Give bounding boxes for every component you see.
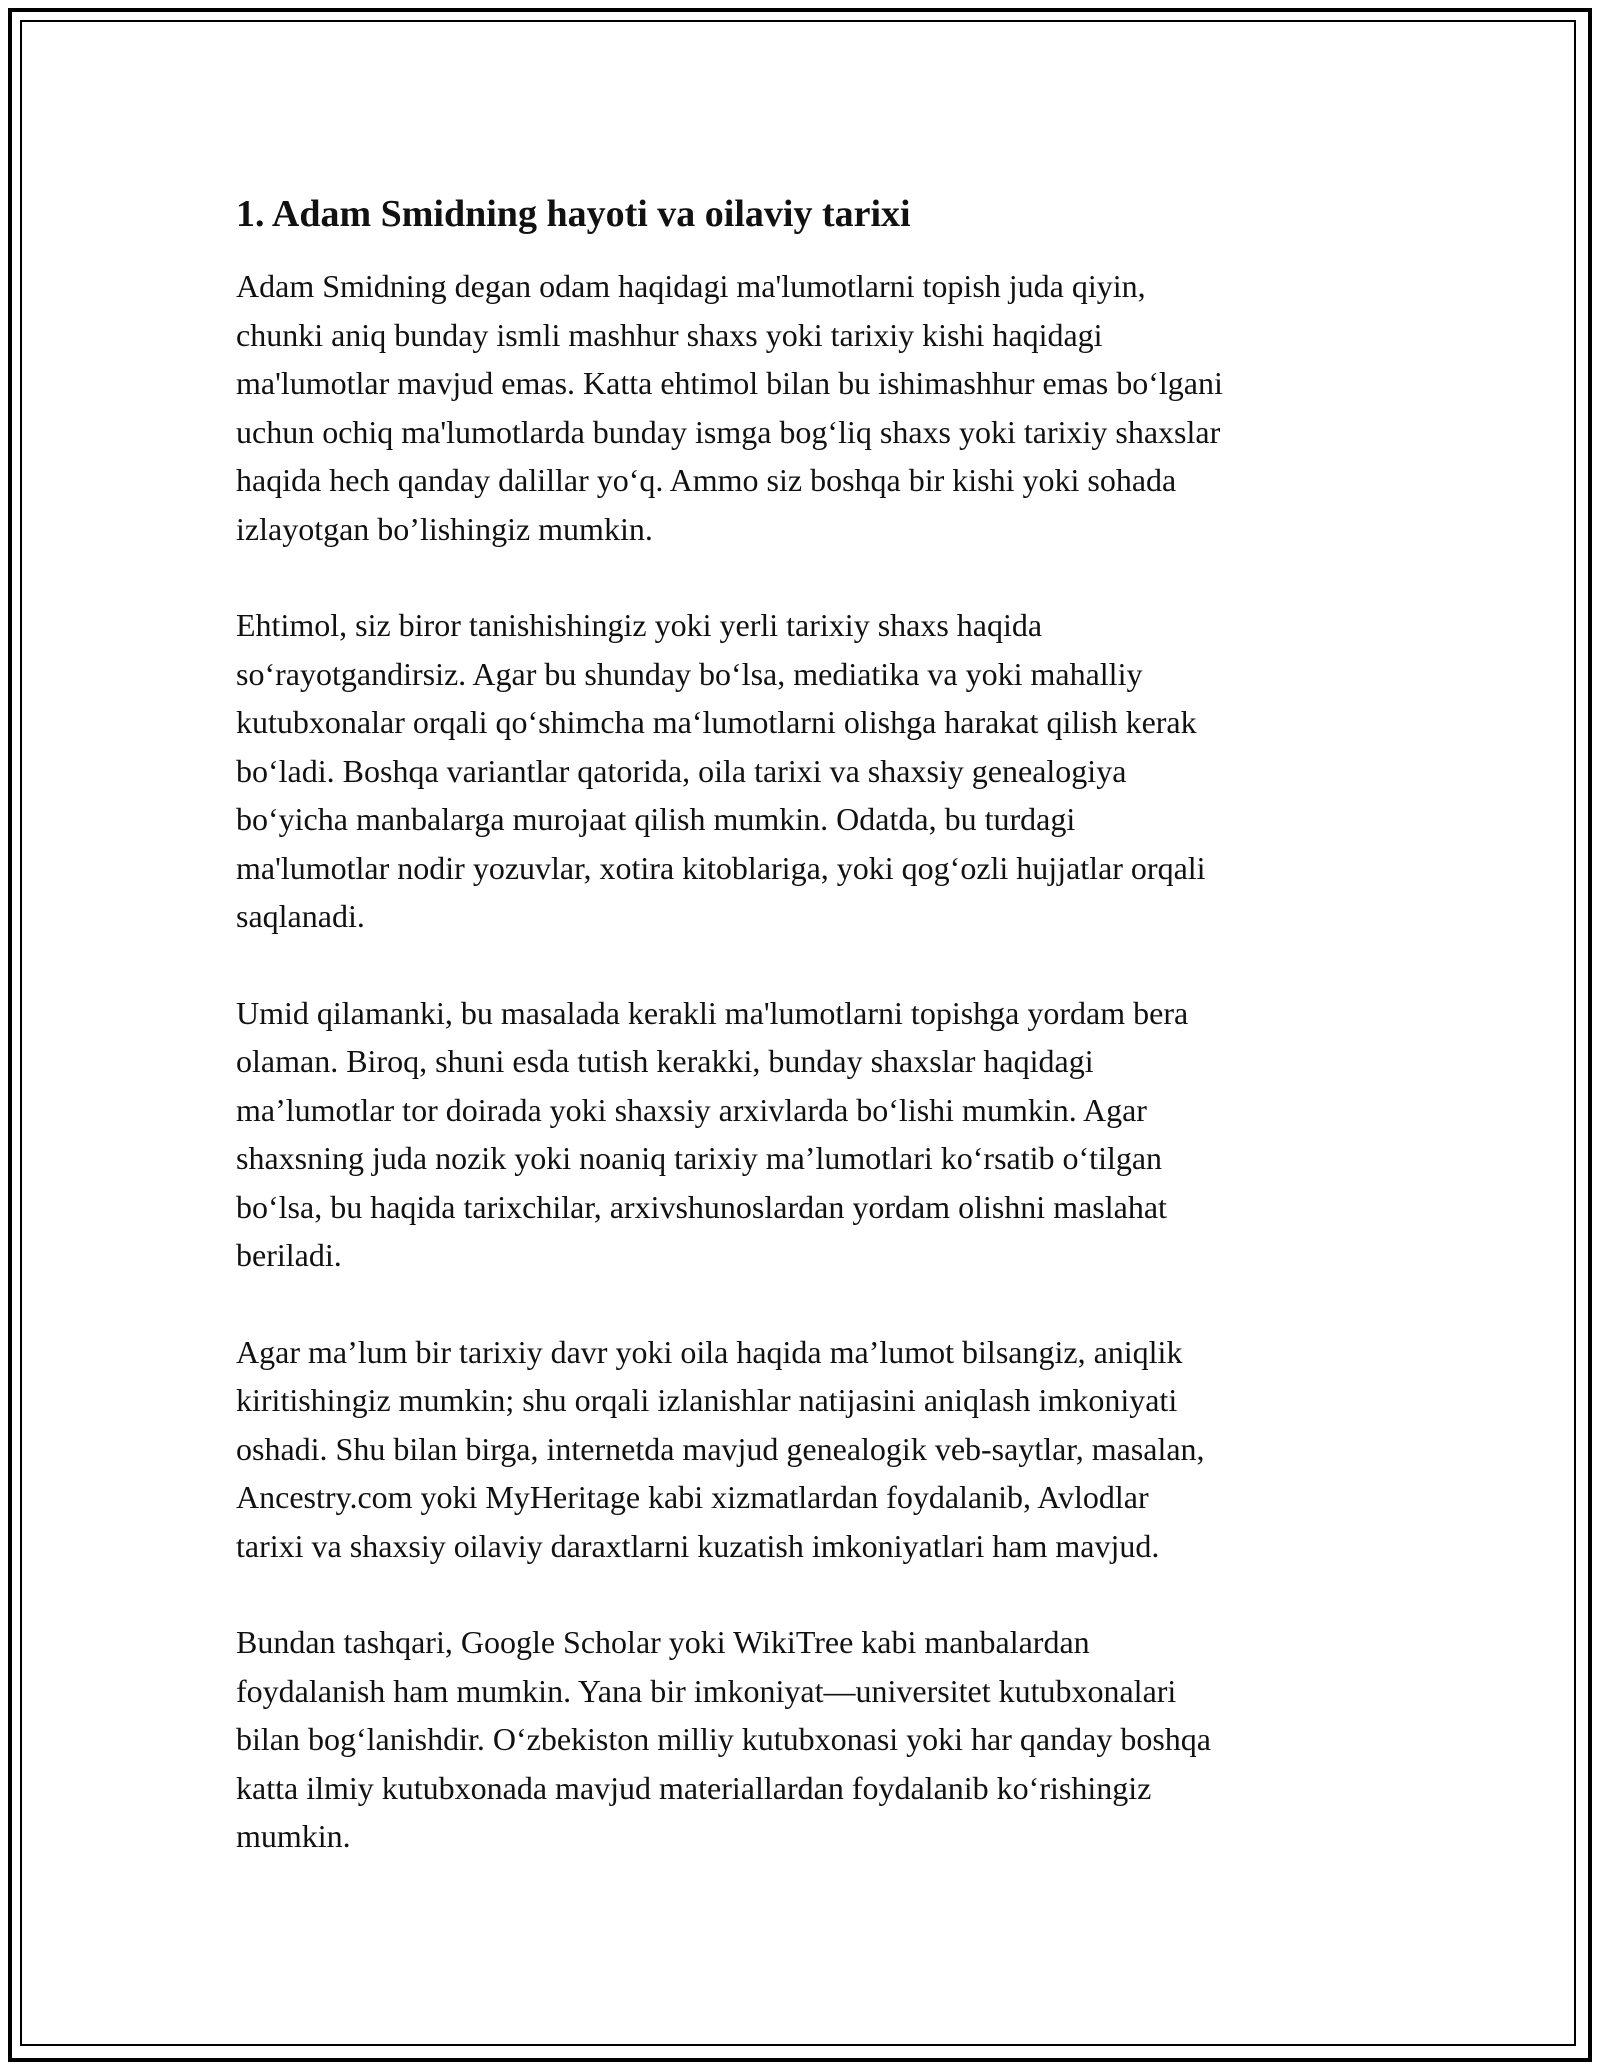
text-line: ma'lumotlar mavjud emas. Katta ehtimol bilan bu ishimashhur emas bo‘lgani <box>236 365 1223 401</box>
paragraph-2 <box>236 601 1386 941</box>
text-line: haqida hech qanday dalillar yo‘q. Ammo siz boshqa bir kishi yoki sohada <box>236 462 1177 498</box>
text-line: bo‘ladi. Boshqa variantlar qatorida, oila tarixi va shaxsiy genealogiya <box>236 752 1127 789</box>
paragraph-3 <box>236 989 1386 1280</box>
text-line: Bundan tashqari, Google Scholar yoki WikiTree kabi manbalardan <box>236 1624 1090 1660</box>
text-line: foydalanish ham mumkin. Yana bir imkoniyat—universitet kutubxonalari <box>236 1672 1177 1709</box>
section-heading: 1. Adam Smidning hayoti va oilaviy tarixi <box>236 193 911 235</box>
text-line: bilan bog‘lanishdir. O‘zbekiston milliy kutubxonasi yoki har qanday boshqa <box>236 1721 1211 1757</box>
text-line: uchun ochiq ma'lumotlarda bunday ismga bog‘liq shaxs yoki tarixiy shaxslar <box>236 413 1221 450</box>
text-line: saqlanadi. <box>236 898 365 934</box>
text-line: Adam Smidning degan odam haqidagi ma'lumotlarni topish juda qiyin, <box>236 268 1146 304</box>
text-line: kutubxonalar orqali qo‘shimcha ma‘lumotlarni olishga harakat qilish kerak <box>236 704 1197 740</box>
text-line: izlayotgan bo’lishingiz mumkin. <box>236 510 653 547</box>
text-line: bo‘yicha manbalarga murojaat qilish mumkin. Odatda, bu turdagi <box>236 801 1076 837</box>
paragraph-1 <box>236 262 1386 553</box>
text-line: katta ilmiy kutubxonada mavjud materiallardan foydalanib ko‘rishingiz <box>236 1769 1152 1806</box>
text-line: ma’lumotlar tor doirada yoki shaxsiy arxivlarda bo‘lishi mumkin. Agar <box>236 1091 1147 1128</box>
text-line: tarixi va shaxsiy oilaviy daraxtlarni kuzatish imkoniyatlari ham mavjud. <box>236 1527 1160 1564</box>
text-line: mumkin. <box>236 1818 351 1854</box>
text-line: Agar ma’lum bir tarixiy davr yoki oila haqida ma’lumot bilsangiz, aniqlik <box>236 1333 1183 1370</box>
text-line: Ehtimol, siz biror tanishishingiz yoki yerli tarixiy shaxs haqida <box>236 607 1043 643</box>
text-line: shaxsning juda nozik yoki noaniq tarixiy ma’lumotlari ko‘rsatib o‘tilgan <box>236 1140 1163 1176</box>
text-line: so‘rayotgandirsiz. Agar bu shunday bo‘lsa, mediatika va yoki mahalliy <box>236 655 1143 692</box>
text-line: Umid qilamanki, bu masalada kerakli ma'lumotlarni topishga yordam bera <box>236 994 1189 1031</box>
text-line: oshadi. Shu bilan birga, internetda mavjud genealogik veb-saytlar, masalan, <box>236 1430 1205 1467</box>
paragraph-5 <box>236 1618 1386 1861</box>
text-line: beriladi. <box>236 1237 342 1273</box>
text-line: kiritishingiz mumkin; shu orqali izlanishlar natijasini aniqlash imkoniyati <box>236 1382 1178 1418</box>
text-line: Ancestry.com yoki MyHeritage kabi xizmatlardan foydalanib, Avlodlar <box>236 1479 1149 1515</box>
text-line: ma'lumotlar nodir yozuvlar, xotira kitoblariga, yoki qog‘ozli hujjatlar orqali <box>236 849 1206 886</box>
text-line: olaman. Biroq, shuni esda tutish kerakki, bunday shaxslar haqidagi <box>236 1043 1094 1079</box>
text-line: chunki aniq bunday ismli mashhur shaxs yoki tarixiy kishi haqidagi <box>236 316 1103 353</box>
paragraph-4 <box>236 1328 1386 1571</box>
document-body <box>236 190 1386 1909</box>
text-line: bo‘lsa, bu haqida tarixchilar, arxivshunoslardan yordam olishni maslahat <box>236 1188 1167 1225</box>
